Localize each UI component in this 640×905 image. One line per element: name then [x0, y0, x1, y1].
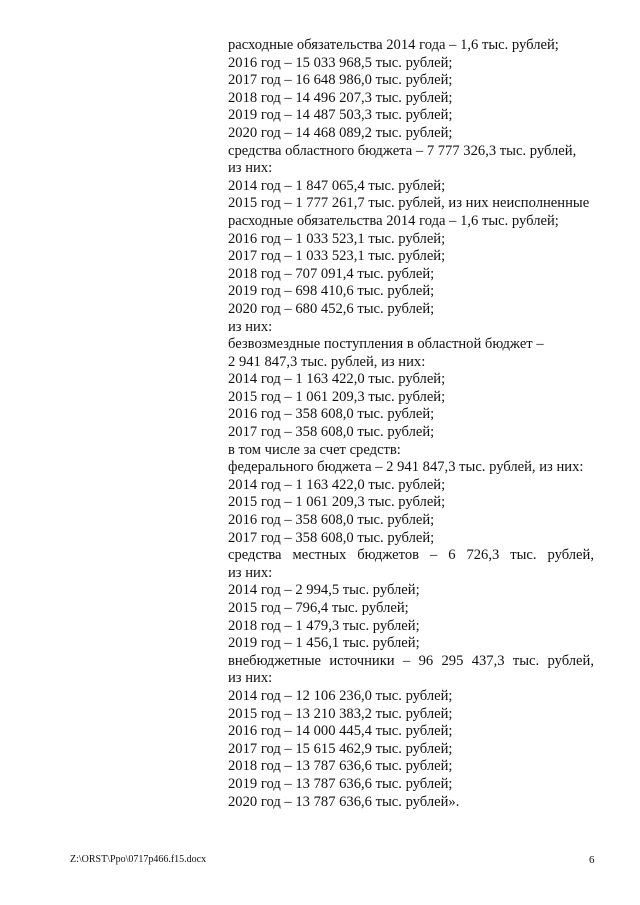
text-line: 2014 год – 2 994,5 тыс. рублей; — [228, 582, 420, 599]
text-line: 2017 год – 1 033 523,1 тыс. рублей; — [228, 248, 446, 265]
text-line: в том числе за счет средств: — [228, 441, 401, 458]
text-line: 2019 год – 698 410,6 тыс. рублей; — [228, 283, 435, 300]
text-line: 2015 год – 796,4 тыс. рублей; — [228, 600, 409, 616]
text-line: из них: — [228, 318, 273, 335]
text-line: расходные обязательства 2014 года – 1,6 тыс. рублей; — [228, 212, 559, 229]
text-line: расходные обязательства 2014 года – 1,6 тыс. рублей; — [228, 37, 559, 53]
document-body-text — [228, 37, 594, 811]
text-line: 2015 год – 1 061 209,3 тыс. рублей; — [228, 494, 446, 511]
text-line: 2020 год – 680 452,6 тыс. рублей; — [228, 300, 435, 317]
text-line: 2 941 847,3 тыс. рублей, из них: — [228, 353, 426, 370]
text-line: 2014 год – 1 847 065,4 тыс. рублей; — [228, 177, 446, 194]
footer-page-number: 6 — [589, 854, 595, 866]
text-line: 2019 год – 13 787 636,6 тыс. рублей; — [228, 775, 453, 792]
text-line: из них: — [228, 670, 273, 687]
text-line: 2014 год – 1 163 422,0 тыс. рублей; — [228, 476, 446, 493]
text-line: 2017 год – 358 608,0 тыс. рублей; — [228, 529, 435, 546]
text-line: 2015 год – 1 777 261,7 тыс. рублей, из них неисполненные — [228, 195, 590, 212]
text-line: 2016 год – 1 033 523,1 тыс. рублей; — [228, 230, 446, 247]
text-line: 2018 год – 13 787 636,6 тыс. рублей; — [228, 758, 453, 775]
text-line: федерального бюджета – 2 941 847,3 тыс. рублей, из них: — [228, 459, 584, 476]
text-line: 2016 год – 358 608,0 тыс. рублей; — [228, 512, 435, 529]
text-line: внебюджетные источники – 96 295 437,3 тыс. рублей, — [228, 652, 594, 669]
text-line: 2016 год – 15 033 968,5 тыс. рублей; — [228, 54, 453, 71]
text-line: из них: — [228, 160, 273, 177]
text-line: 2018 год – 1 479,3 тыс. рублей; — [228, 617, 420, 634]
footer-file-path: Z:\ORST\Ppo\0717p466.f15.docx — [70, 854, 207, 865]
text-line: 2019 год – 14 487 503,3 тыс. рублей; — [228, 107, 453, 124]
text-line: 2015 год – 1 061 209,3 тыс. рублей; — [228, 388, 446, 405]
text-line: 2017 год – 16 648 986,0 тыс. рублей; — [228, 72, 453, 89]
text-line: 2014 год – 1 163 422,0 тыс. рублей; — [228, 371, 446, 388]
text-line: безвозмездные поступления в областной бюджет – — [228, 336, 544, 353]
text-line: средства областного бюджета – 7 777 326,3 тыс. рублей, — [228, 142, 577, 159]
text-line: 2017 год – 358 608,0 тыс. рублей; — [228, 424, 435, 441]
text-line: средства местных бюджетов – 6 726,3 тыс. рублей, — [228, 547, 594, 564]
text-line: из них: — [228, 564, 273, 581]
text-line: 2016 год – 14 000 445,4 тыс. рублей; — [228, 723, 453, 740]
text-line: 2016 год – 358 608,0 тыс. рублей; — [228, 406, 435, 423]
text-line: 2015 год – 13 210 383,2 тыс. рублей; — [228, 705, 453, 722]
text-line: 2014 год – 12 106 236,0 тыс. рублей; — [228, 687, 453, 704]
text-line: 2018 год – 14 496 207,3 тыс. рублей; — [228, 89, 453, 106]
text-line: 2019 год – 1 456,1 тыс. рублей; — [228, 635, 420, 652]
text-line: 2018 год – 707 091,4 тыс. рублей; — [228, 265, 435, 282]
text-line: 2017 год – 15 615 462,9 тыс. рублей; — [228, 740, 453, 757]
text-line: 2020 год – 13 787 636,6 тыс. рублей». — [228, 793, 460, 810]
text-line: 2020 год – 14 468 089,2 тыс. рублей; — [228, 124, 453, 141]
